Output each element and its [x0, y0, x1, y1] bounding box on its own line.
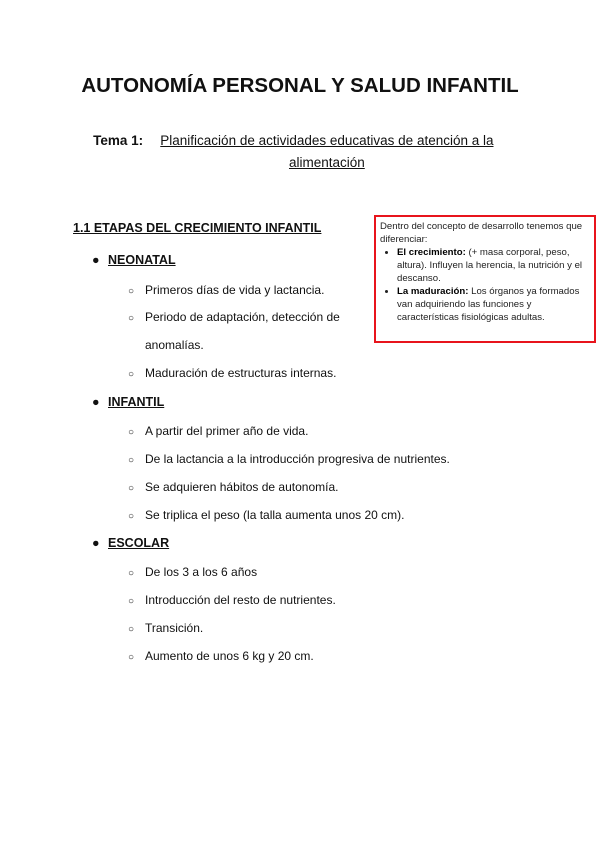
topic-label: Tema 1:	[93, 133, 144, 148]
topic-line	[0, 130, 600, 174]
note-intro: Dentro del concepto de desarrollo tenemos que diferenciar:	[380, 221, 583, 245]
circle-bullet-icon: ○	[128, 596, 135, 607]
list-item: ○ Se adquieren hábitos de autonomía.	[128, 473, 338, 503]
list-item: ○ A partir del primer año de vida.	[128, 417, 308, 447]
section-heading: 1.1 ETAPAS DEL CRECIMIENTO INFANTIL	[73, 221, 322, 235]
bullet-icon: ●	[92, 536, 100, 550]
document-title: AUTONOMÍA PERSONAL Y SALUD INFANTIL	[81, 74, 519, 97]
list-item: ○ Introducción del resto de nutrientes.	[128, 586, 336, 616]
circle-bullet-icon: ○	[128, 369, 135, 380]
stage-label: INFANTIL	[108, 395, 165, 409]
circle-bullet-icon: ○	[128, 624, 135, 635]
stage-infantil	[92, 395, 164, 409]
circle-bullet-icon: ○	[128, 455, 135, 466]
note-point: • El crecimiento: (+ masa corporal, peso, altura). Influyen la herencia, la nutrición y el descanso.	[397, 246, 590, 285]
circle-bullet-icon: ○	[128, 652, 135, 663]
circle-bullet-icon: ○	[128, 483, 135, 494]
note-box	[374, 215, 596, 343]
bullet-icon: ●	[92, 253, 100, 267]
circle-bullet-icon: ○	[128, 313, 135, 324]
circle-bullet-icon: ○	[128, 568, 135, 579]
topic-subject: Planificación de actividades educativas de atención a la alimentación	[160, 133, 494, 170]
list-item: ○ Periodo de adaptación, detección de anomalías.	[128, 303, 350, 359]
stage-escolar	[92, 536, 169, 550]
list-item: ○ De la lactancia a la introducción progresiva de nutrientes.	[128, 445, 450, 475]
list-item: ○ Primeros días de vida y lactancia.	[128, 276, 324, 306]
note-point: • La maduración: Los órganos ya formados van adquiriendo las funciones y características fisiológicas adultas.	[397, 285, 590, 324]
circle-bullet-icon: ○	[128, 286, 135, 297]
circle-bullet-icon: ○	[128, 511, 135, 522]
list-item: ○ Se triplica el peso (la talla aumenta unos 20 cm).	[128, 501, 404, 531]
list-item: ○ Transición.	[128, 614, 203, 644]
bullet-icon: ●	[92, 395, 100, 409]
list-item: ○ Maduración de estructuras internas.	[128, 359, 336, 389]
stage-label: ESCOLAR	[108, 536, 170, 550]
stage-label: NEONATAL	[108, 253, 176, 267]
circle-bullet-icon: ○	[128, 427, 135, 438]
list-item: ○ De los 3 a los 6 años	[128, 558, 257, 588]
stage-neonatal	[92, 253, 176, 267]
list-item: ○ Aumento de unos 6 kg y 20 cm.	[128, 642, 314, 672]
